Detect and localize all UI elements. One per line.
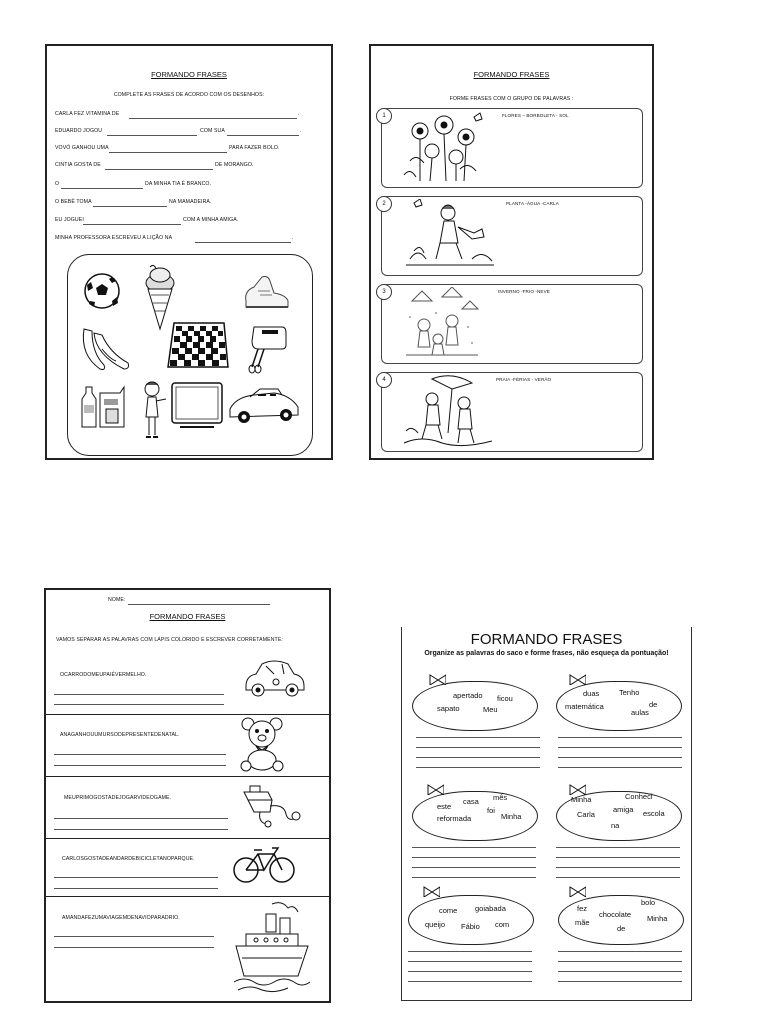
sentence-2a: EDUARDO JOGOU [55,128,103,134]
instruction: Organize as palavras do saco e forme frases, não esqueça da pontuação! [424,650,669,657]
word: Fábio [461,922,480,931]
answer-line[interactable] [54,936,214,937]
sentence-4b: DE MORANGO. [215,162,254,168]
word: foi [487,806,495,815]
answer-line[interactable] [412,867,536,868]
answer-line[interactable] [558,971,682,972]
bow-icon [568,885,586,897]
sneaker-icon [240,271,292,313]
bicycle-icon [232,842,296,886]
blank-line[interactable] [107,135,197,136]
word: Minha [571,795,592,804]
row-number-1: 1 [376,108,392,124]
sentence-1-end: . [298,111,300,117]
word-group: FLORES – BORBOLETA - SOL [502,113,569,118]
word: ficou [497,694,513,703]
answer-line[interactable] [54,888,218,889]
sentence-3a: VOVÓ GANHOU UMA [55,145,109,151]
answer-line[interactable] [558,757,682,758]
word: com [495,920,510,929]
scrambled-sentence-1: OCARRODOMEUPAIÉVERMELHO. [60,672,147,678]
mixer-icon [240,321,290,377]
word: fez [577,904,588,913]
sentence-2-end: . [300,128,302,134]
answer-line[interactable] [54,829,228,830]
answer-line[interactable] [54,765,226,766]
word: queijo [425,920,446,929]
sentence-5a: O [55,181,60,187]
word: Minha [501,812,522,821]
word: de [617,924,626,933]
answer-line[interactable] [412,877,536,878]
scrambled-sentence-3: MEUPRIMOGOSTADEJOGARVIDEOGAME. [64,795,172,801]
girl-watering-plant-icon [402,199,498,271]
name-field[interactable] [128,604,270,605]
answer-line[interactable] [54,947,214,948]
answer-line[interactable] [54,754,226,755]
word: matemática [565,702,604,711]
word: apertado [453,691,483,700]
divider [46,838,329,839]
answer-line[interactable] [412,847,536,848]
word-bag-6 [558,895,684,945]
winter-snow-icon [402,287,482,359]
divider [46,714,329,715]
word: bolo [641,898,656,907]
worksheet-page-3 [44,588,331,1003]
worksheet-page-2 [369,44,654,460]
game-controller-icon [240,782,302,828]
answer-line[interactable] [558,951,682,952]
word-group: PRAIA -FÉRIAS - VERÃO [496,377,552,382]
answer-line[interactable] [558,981,682,982]
word: aulas [631,708,649,717]
word-bag-3 [412,791,538,841]
scrambled-sentence-4: CARLOSGOSTADEANDARDEBICICLETANOPARQUE. [62,856,195,862]
word: Tenho [619,688,640,697]
soccer-ball-icon [82,271,122,311]
answer-line[interactable] [54,704,224,705]
word: come [439,906,458,915]
page-title: FORMANDO FRASES [149,612,226,621]
word: escola [643,809,665,818]
answer-line[interactable] [416,767,540,768]
sentence-7b: COM A MINHA AMIGA. [183,217,239,223]
beach-vacation-icon [402,373,494,449]
word: na [611,821,620,830]
scrambled-sentence-2: ANAGANHOUUMURSODEPRESENTEDENATAL. [60,732,180,738]
worksheet-page-1 [45,44,333,460]
worksheet-page-4 [401,627,692,1001]
word: sapato [437,704,460,713]
bow-icon [426,783,444,795]
answer-line[interactable] [558,767,682,768]
row-number-4: 4 [376,372,392,388]
sentence-3b: PARA FAZER BOLO. [229,145,280,151]
blank-line[interactable] [105,169,213,170]
answer-line[interactable] [556,857,680,858]
word-bag-5 [408,895,534,945]
pictures-frame [67,254,313,456]
word: Minha [647,914,668,923]
sentence-7a: EU JOGUEI [55,217,84,223]
word: mãe [575,918,590,927]
answer-line[interactable] [412,857,536,858]
word-group: PLANTA -ÁGUA -CARLA [506,201,559,206]
answer-line[interactable] [54,694,224,695]
exercise-row-4[interactable] [381,372,643,452]
teacher-girl-icon [140,379,168,441]
answer-line[interactable] [408,981,532,982]
milk-bottles-icon [76,379,134,433]
scrambled-sentence-5: AMANDAFEZUMAVIAGEMDENAVIOPARADRIO. [62,915,180,921]
instruction: FORME FRASES COM O GRUPO DE PALAVRAS : [449,96,574,102]
word: amiga [613,805,634,814]
sentence-1: CARLA FEZ VITAMINA DE [55,111,120,117]
answer-line[interactable] [558,747,682,748]
teddy-bear-icon [236,716,288,772]
word: mês [493,793,508,802]
blackboard-icon [170,381,224,431]
row-number-3: 3 [376,284,392,300]
divider [46,896,329,897]
bow-icon [428,673,446,685]
word: de [649,700,658,709]
answer-line[interactable] [54,818,228,819]
sentence-8a: MINHA PROFESSORA ESCREVEU A LIÇÃO NA [55,235,173,241]
answer-line[interactable] [558,961,682,962]
answer-line[interactable] [556,847,680,848]
word-bag-4 [556,791,682,841]
sentence-8-end: . [292,235,294,241]
answer-line[interactable] [556,867,680,868]
sentence-5b: DA MINHA TIA É BRANCO. [145,181,212,187]
answer-line[interactable] [408,951,532,952]
page-title: FORMANDO FRASES [473,70,550,79]
exercise-row-2[interactable] [381,196,643,276]
answer-line[interactable] [408,961,532,962]
word: Conheci [625,792,653,801]
word: chocolate [599,910,632,919]
page-title: FORMANDO FRASES [470,631,623,648]
blank-line[interactable] [61,188,143,189]
sentence-6a: O BEBÊ TOMA [55,199,92,205]
blank-line[interactable] [129,118,297,119]
blank-line[interactable] [93,206,167,207]
word: casa [463,797,479,806]
word-group: INVERNO -FRIO -NEVE [498,289,550,294]
blank-line[interactable] [83,224,181,225]
answer-line[interactable] [54,877,218,878]
answer-line[interactable] [408,971,532,972]
bow-icon [422,885,440,897]
answer-line[interactable] [416,747,540,748]
word: duas [583,689,600,698]
sentence-4a: CINTIA GOSTA DE [55,162,101,168]
chess-board-icon [164,321,230,371]
page-title: FORMANDO FRASES [151,70,227,79]
blank-line[interactable] [195,242,291,243]
blank-line[interactable] [109,152,227,153]
ship-icon [232,900,312,994]
exercise-row-1[interactable] [381,108,643,188]
instruction: COMPLETE AS FRASES DE ACORDO COM OS DESENHOS: [113,92,265,98]
word-bag-2 [556,681,682,731]
answer-line[interactable] [416,737,540,738]
answer-line[interactable] [556,877,680,878]
word: reformada [437,814,472,823]
sentence-6b: NA MAMADEIRA. [169,199,212,205]
exercise-row-3[interactable] [381,284,643,364]
bow-icon [568,783,586,795]
answer-line[interactable] [558,737,682,738]
bow-icon [568,673,586,685]
instruction: VAMOS SEPARAR AS PALAVRAS COM LÁPIS COLORIDO E ESCREVER CORRETAMENTE: [56,637,283,643]
word: goiabada [475,904,506,913]
word: Meu [483,705,498,714]
blank-line[interactable] [227,135,299,136]
word: Carla [577,810,595,819]
sentence-2b: COM SUA [200,128,225,134]
word: este [437,802,452,811]
flowers-butterfly-icon [400,111,490,183]
banana-icon [76,325,136,375]
name-label: NOME: [108,597,126,603]
car-icon [240,656,310,700]
row-number-2: 2 [376,196,392,212]
race-car-icon [226,385,302,429]
divider [46,776,329,777]
word-bag-1 [412,681,538,731]
answer-line[interactable] [416,757,540,758]
